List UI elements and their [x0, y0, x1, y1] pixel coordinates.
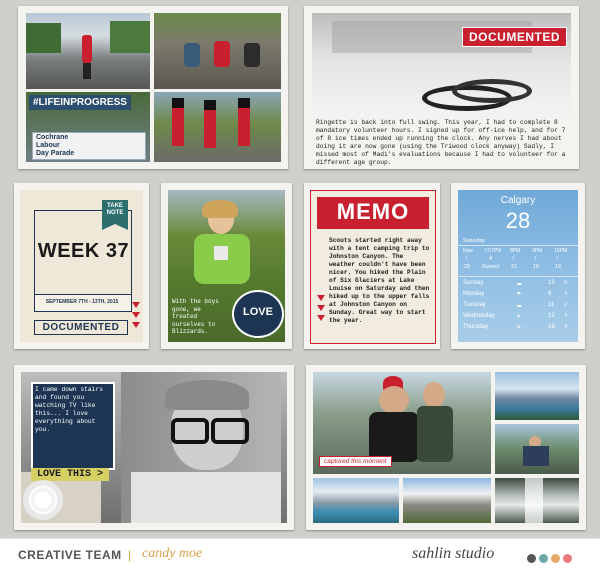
creative-team-label: CREATIVE TEAM [18, 548, 122, 562]
photo-crowd [154, 13, 281, 89]
weather-daily-list [458, 280, 578, 335]
photo-banner [26, 92, 150, 162]
week-dates: SEPTEMBER 7TH - 13TH, 2015 [45, 299, 119, 305]
red-arrow-marker [317, 305, 325, 311]
weather-current-temp: 28 [505, 208, 531, 233]
day-low: 6 [564, 280, 568, 286]
card-canyon [306, 365, 586, 530]
photo-girl-blizzard [168, 190, 285, 342]
photo-girl-glasses [21, 372, 287, 523]
card-weather [451, 183, 585, 349]
day-high: 8 [548, 291, 552, 297]
photo-bagpipers [154, 92, 281, 162]
day-high: 11 [548, 302, 555, 308]
brand-dot [539, 554, 548, 563]
card-memo [304, 183, 440, 349]
banner-line-1: Cochrane [36, 134, 69, 141]
moon-icon: ☾ [512, 256, 518, 262]
designer-name: candy moe [142, 546, 203, 561]
memo-text: Scouts started right away with a tent camping trip to Johnston Canyon. The weather couldn't have been nicer. You hiked the Plain of Six Glaciers at Lake Louise on Saturday and then hiked up to the upper falls at Johnston Canyon on Sunday. Great way to start the year. [329, 237, 430, 324]
brand-name: sahlin studio [412, 545, 495, 562]
red-arrow-marker [132, 322, 140, 328]
sunset-icon: ☀ [488, 256, 494, 262]
love-this-tag: LOVE THIS > [31, 468, 109, 481]
daily-row [458, 313, 578, 324]
day-name: Sunday [463, 280, 484, 286]
card-week [14, 183, 149, 349]
day-name: Wednesday [463, 313, 495, 319]
daily-row [458, 302, 578, 313]
red-arrow-marker [132, 302, 140, 308]
red-arrow-marker [132, 312, 140, 318]
ringette-journal-text: Ringette is back into full swing. This year, I had to complete 8 mandatory volunteer hours. I signed up for off-ice help, and for 7 of 8 ice times ended up running the clock. Any nerves I had about doing it are now gone (using the Triwood clock anyway) Sadly, I missed most of Madi's evaluations because I had to volunteer for a different age group. [316, 119, 566, 166]
photo-ice-rink [312, 13, 571, 116]
weather-hourly-row [458, 248, 578, 276]
banner-line-3: Day Parade [36, 150, 75, 157]
day-low: 4 [564, 313, 568, 319]
daily-row [458, 280, 578, 291]
cloud-icon: ☁ [516, 281, 522, 287]
photo-mountain-range [403, 478, 491, 523]
footer-bar [0, 538, 600, 572]
card-glasses [14, 365, 294, 530]
daily-row [458, 324, 578, 335]
weather-app-screenshot [458, 190, 578, 342]
doily-decoration [23, 480, 63, 520]
week-title: WEEK 37 [37, 240, 130, 262]
captured-moment-caption: captured this moment [319, 456, 392, 467]
glasses-journal-text: I came down stairs and found you watching TV like this... I love everything about you. [35, 386, 104, 433]
hashtag-label: #LIFEINPROGRESS [29, 95, 131, 110]
banner-line-2: Labour [36, 142, 60, 149]
footer-separator: | [128, 548, 132, 562]
photo-lake-mountains [495, 372, 579, 420]
love-label: LOVE [243, 306, 273, 318]
day-name: Tuesday [463, 302, 486, 308]
hour-temp: 21 [511, 264, 518, 270]
love-heart-badge [232, 290, 284, 338]
note-label: NOTE [106, 210, 124, 216]
hour-temp: 18 [533, 264, 540, 270]
memo-title: MEMO [336, 199, 410, 224]
documented-badge: DOCUMENTED [462, 27, 567, 47]
day-name: Thursday [463, 324, 489, 330]
photo-waterfall [495, 478, 579, 523]
moon-icon: ☾ [556, 256, 562, 262]
brand-dot [563, 554, 572, 563]
day-high: 16 [548, 324, 555, 330]
weather-city: Calgary [500, 195, 536, 206]
hour-label: Now [463, 248, 474, 254]
card-ringette [304, 6, 579, 169]
day-name: Monday [463, 291, 485, 297]
sun-icon: ☀ [516, 325, 522, 331]
hour-temp: 16 [555, 264, 562, 270]
red-arrow-marker [317, 315, 325, 321]
moon-icon: ☾ [465, 256, 471, 262]
moon-icon: ☾ [534, 256, 540, 262]
hour-label: 10PM [554, 248, 568, 254]
rain-cloud-icon: ☂ [516, 292, 522, 298]
hour-label: 8PM [510, 248, 521, 254]
hour-label: 7:57PM [484, 248, 502, 254]
card-parade [18, 6, 288, 169]
photo-father-son-falls [313, 372, 491, 474]
documented-stamp: DOCUMENTED [34, 320, 128, 335]
hour-label: 9PM [532, 248, 543, 254]
photo-glacier-lake [313, 478, 399, 523]
brand-dot [551, 554, 560, 563]
photo-boy-sitting [495, 424, 579, 474]
day-low: 4 [564, 291, 568, 297]
cloud-icon: ☁ [516, 303, 522, 309]
hour-temp: Sunset [482, 264, 500, 270]
hour-temp: 28 [464, 264, 471, 270]
day-low: 2 [564, 302, 568, 308]
red-arrow-marker [317, 295, 325, 301]
daily-row [458, 291, 578, 302]
blizzard-caption: With the boys gone, we treated ourselves to Blizzards. [172, 298, 219, 335]
weather-day-label: Saturday [463, 238, 486, 244]
day-high: 12 [548, 313, 555, 319]
brand-dot [527, 554, 536, 563]
photo-parade-street [26, 13, 150, 89]
day-low: 4 [564, 324, 568, 330]
card-blizzard [161, 183, 292, 349]
take-label: TAKE [107, 203, 123, 209]
day-high: 13 [548, 280, 555, 286]
sun-cloud-icon: ☀ [516, 314, 522, 320]
